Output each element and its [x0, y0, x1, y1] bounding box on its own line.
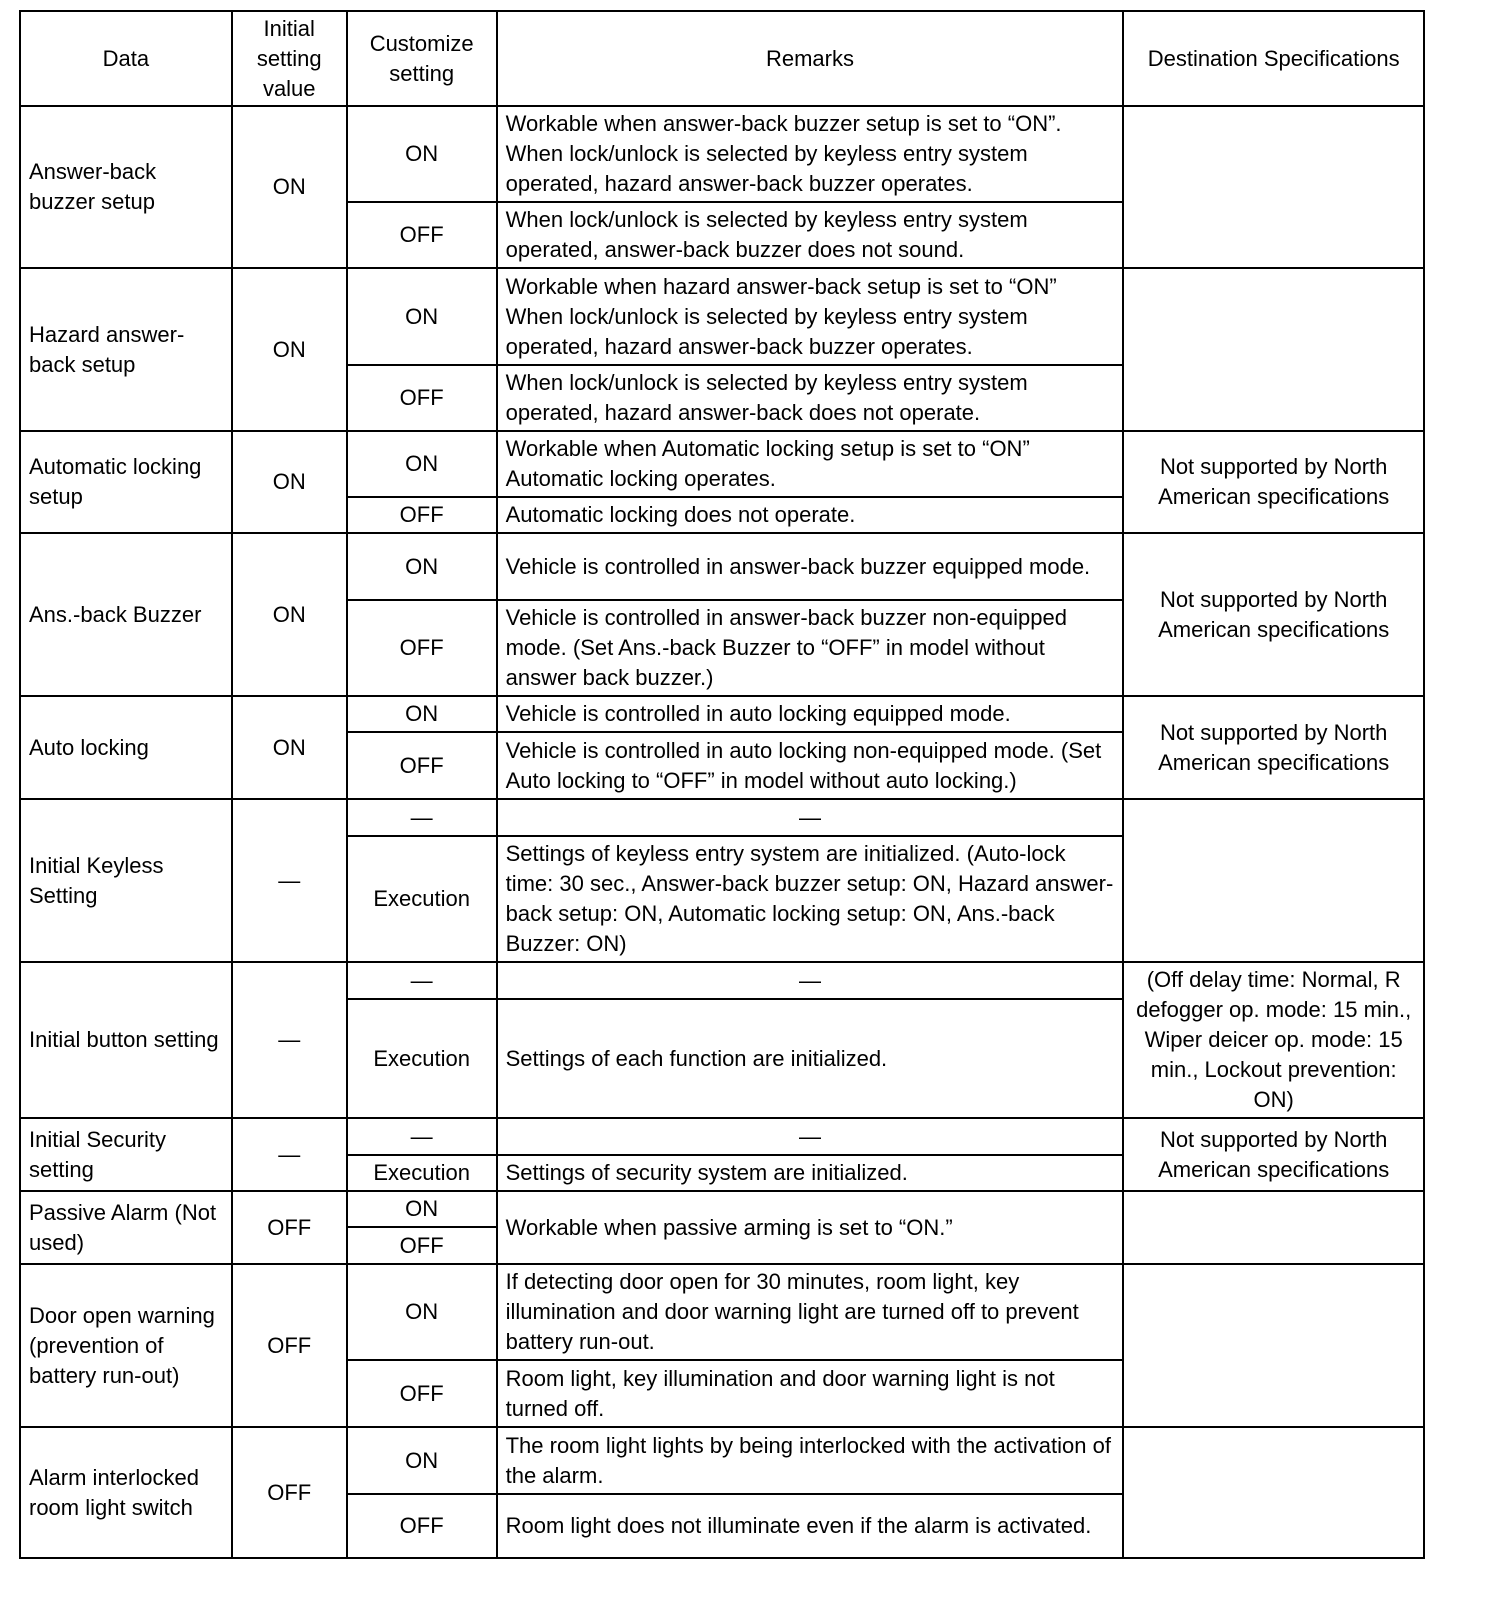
customize-setting-cell: Execution — [347, 836, 497, 962]
destination-cell — [1123, 1191, 1424, 1264]
remarks-cell: — — [497, 962, 1124, 999]
data-name-cell: Auto locking — [20, 696, 232, 799]
table-row — [20, 268, 1424, 365]
initial-value-cell: OFF — [232, 1427, 347, 1558]
customize-setting-cell: OFF — [347, 497, 497, 533]
data-name-cell: Initial button setting — [20, 962, 232, 1118]
remarks-cell: Vehicle is controlled in auto locking equipped mode. — [497, 696, 1124, 732]
remarks-cell: Settings of security system are initialized. — [497, 1155, 1124, 1191]
data-name-cell: Door open warning (prevention of battery run-out) — [20, 1264, 232, 1427]
table-row — [20, 533, 1424, 600]
customize-setting-cell: — — [347, 1118, 497, 1155]
table-row — [20, 799, 1424, 836]
header-initial-setting: Initial setting value — [232, 11, 347, 106]
customize-setting-cell: ON — [347, 1191, 497, 1227]
table-row — [20, 962, 1424, 999]
customize-setting-cell: OFF — [347, 732, 497, 799]
destination-cell: Not supported by North American specifications — [1123, 1118, 1424, 1191]
destination-cell — [1123, 106, 1424, 268]
table-header-row — [20, 11, 1424, 106]
customize-setting-cell: OFF — [347, 365, 497, 431]
initial-value-cell: OFF — [232, 1191, 347, 1264]
initial-value-cell: ON — [232, 106, 347, 268]
destination-cell — [1123, 268, 1424, 431]
remarks-cell: Settings of keyless entry system are initialized. (Auto-lock time: 30 sec., Answer-back buzzer setup: ON, Hazard answer-back setup: ON, Automatic locking setup: ON, Ans.-back Buzzer: ON) — [497, 836, 1124, 962]
data-name-cell: Alarm interlocked room light switch — [20, 1427, 232, 1558]
table-row — [20, 106, 1424, 202]
customize-setting-cell: ON — [347, 533, 497, 600]
data-name-cell: Initial Security setting — [20, 1118, 232, 1191]
customize-setting-cell: OFF — [347, 202, 497, 268]
table-row — [20, 431, 1424, 497]
initial-value-cell: ON — [232, 696, 347, 799]
remarks-cell: Workable when passive arming is set to “ON.” — [497, 1191, 1124, 1264]
initial-value-cell: ON — [232, 533, 347, 696]
customize-settings-table — [19, 10, 1425, 1559]
initial-value-cell: — — [232, 799, 347, 962]
customize-setting-cell: — — [347, 962, 497, 999]
remarks-cell: The room light lights by being interlocked with the activation of the alarm. — [497, 1427, 1124, 1494]
initial-value-cell: — — [232, 1118, 347, 1191]
remarks-cell: — — [497, 1118, 1124, 1155]
data-name-cell: Answer-back buzzer setup — [20, 106, 232, 268]
remarks-cell: Automatic locking does not operate. — [497, 497, 1124, 533]
remarks-cell: Room light, key illumination and door warning light is not turned off. — [497, 1360, 1124, 1427]
customize-setting-cell: ON — [347, 696, 497, 732]
destination-cell — [1123, 1264, 1424, 1427]
destination-cell: Not supported by North American specifications — [1123, 696, 1424, 799]
initial-value-cell: — — [232, 962, 347, 1118]
remarks-cell: Workable when Automatic locking setup is set to “ON” Automatic locking operates. — [497, 431, 1124, 497]
customize-setting-cell: OFF — [347, 600, 497, 696]
table-row — [20, 1427, 1424, 1494]
remarks-cell: Workable when hazard answer-back setup is set to “ON” When lock/unlock is selected by keyless entry system operated, hazard answer-back buzzer operates. — [497, 268, 1124, 365]
header-destination: Destination Specifications — [1123, 11, 1424, 106]
destination-cell: (Off delay time: Normal, R defogger op. mode: 15 min., Wiper deicer op. mode: 15 min., Lockout prevention: ON) — [1123, 962, 1424, 1118]
destination-cell — [1123, 1427, 1424, 1558]
customize-setting-cell: ON — [347, 268, 497, 365]
table-row — [20, 1264, 1424, 1360]
customize-setting-cell: OFF — [347, 1360, 497, 1427]
customize-setting-cell: ON — [347, 431, 497, 497]
header-customize-setting: Customize setting — [347, 11, 497, 106]
data-name-cell: Ans.-back Buzzer — [20, 533, 232, 696]
remarks-cell: Workable when answer-back buzzer setup is set to “ON”. When lock/unlock is selected by keyless entry system operated, hazard answer-back buzzer operates. — [497, 106, 1124, 202]
customize-setting-cell: Execution — [347, 1155, 497, 1191]
customize-setting-cell: — — [347, 799, 497, 836]
data-name-cell: Initial Keyless Setting — [20, 799, 232, 962]
customize-setting-cell: OFF — [347, 1494, 497, 1558]
data-name-cell: Passive Alarm (Not used) — [20, 1191, 232, 1264]
header-remarks: Remarks — [497, 11, 1124, 106]
initial-value-cell: OFF — [232, 1264, 347, 1427]
remarks-cell: Vehicle is controlled in auto locking non-equipped mode. (Set Auto locking to “OFF” in model without auto locking.) — [497, 732, 1124, 799]
initial-value-cell: ON — [232, 431, 347, 533]
table-row — [20, 696, 1424, 732]
customize-setting-cell: ON — [347, 1264, 497, 1360]
table-row — [20, 1118, 1424, 1155]
customize-setting-cell: ON — [347, 106, 497, 202]
remarks-cell: Vehicle is controlled in answer-back buzzer non-equipped mode. (Set Ans.-back Buzzer to “OFF” in model without answer back buzzer.) — [497, 600, 1124, 696]
customize-setting-cell: Execution — [347, 999, 497, 1118]
remarks-cell: Vehicle is controlled in answer-back buzzer equipped mode. — [497, 533, 1124, 600]
remarks-cell: When lock/unlock is selected by keyless entry system operated, answer-back buzzer does not sound. — [497, 202, 1124, 268]
customize-setting-cell: OFF — [347, 1227, 497, 1264]
destination-cell: Not supported by North American specifications — [1123, 533, 1424, 696]
customize-setting-cell: ON — [347, 1427, 497, 1494]
remarks-cell: If detecting door open for 30 minutes, room light, key illumination and door warning light are turned off to prevent battery run-out. — [497, 1264, 1124, 1360]
destination-cell — [1123, 799, 1424, 962]
destination-cell: Not supported by North American specifications — [1123, 431, 1424, 533]
remarks-cell: Settings of each function are initialized. — [497, 999, 1124, 1118]
initial-value-cell: ON — [232, 268, 347, 431]
data-name-cell: Hazard answer-back setup — [20, 268, 232, 431]
remarks-cell: — — [497, 799, 1124, 836]
remarks-cell: Room light does not illuminate even if the alarm is activated. — [497, 1494, 1124, 1558]
table-row — [20, 1191, 1424, 1227]
header-data: Data — [20, 11, 232, 106]
data-name-cell: Automatic locking setup — [20, 431, 232, 533]
remarks-cell: When lock/unlock is selected by keyless entry system operated, hazard answer-back does not operate. — [497, 365, 1124, 431]
